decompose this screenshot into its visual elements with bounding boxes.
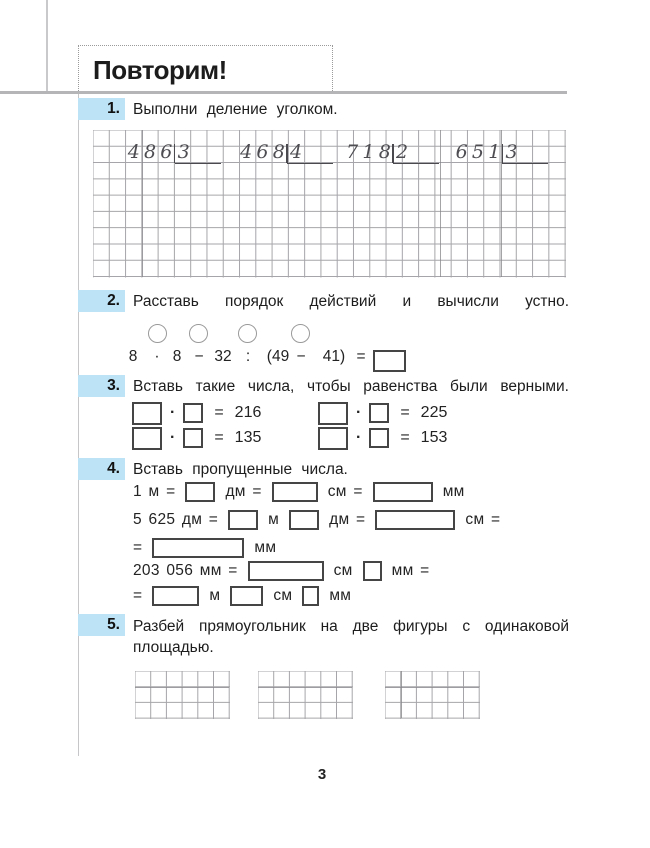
answer-box[interactable] [230, 586, 263, 606]
answer-box[interactable] [363, 561, 382, 581]
multiply-dot: · [356, 429, 362, 446]
order-circle[interactable] [148, 324, 167, 343]
product-value: 225 [420, 404, 448, 421]
division-dividend-digit: 8 [378, 141, 391, 163]
answer-box[interactable] [373, 350, 406, 372]
division-dividend-digit: 7 [346, 141, 359, 163]
unit-text: м [268, 511, 280, 528]
rect-heavy-line [135, 687, 229, 688]
expression-token: (49 [266, 348, 290, 365]
equals-sign: = [400, 404, 410, 421]
unit-line [133, 583, 351, 609]
quotient-line [502, 163, 548, 165]
order-circle[interactable] [189, 324, 208, 343]
answer-box[interactable] [185, 482, 215, 502]
division-dividend-digit: 1 [488, 141, 501, 163]
order-circle[interactable] [291, 324, 310, 343]
task-5-heading: Разбей прямоугольник на две фигуры с одинаковой площадью. [133, 618, 569, 656]
equals-sign: = [214, 429, 224, 446]
division-dividend-digit: 5 [471, 141, 484, 163]
split-rectangle[interactable] [385, 671, 480, 719]
division-dividend-digit: 4 [127, 141, 140, 163]
order-circle[interactable] [238, 324, 257, 343]
factor-box-small[interactable] [369, 428, 389, 448]
unit-text: 1 м = [133, 483, 176, 500]
equals-sign: = [400, 429, 410, 446]
answer-box[interactable] [228, 510, 258, 530]
expression-token: 8 [172, 348, 182, 365]
division-dividend-digit: 4 [240, 141, 253, 163]
task-2-number-chip: 2. [78, 290, 125, 312]
division-dividend-digit: 6 [160, 141, 173, 163]
unit-line [133, 507, 500, 533]
expression-token: 8 [128, 348, 138, 365]
factor-box-wide[interactable] [132, 427, 162, 450]
multiply-dot: · [170, 429, 176, 446]
answer-box[interactable] [375, 510, 455, 530]
task-3-heading: Вставь такие числа, чтобы равенства были верными. [133, 378, 569, 395]
expression-token: 32 [214, 348, 232, 365]
task-4-number-chip: 4. [78, 458, 125, 480]
division-dividend-digit: 8 [272, 141, 285, 163]
equals-sign: = [214, 404, 224, 421]
equation-row [132, 426, 261, 450]
unit-text: мм [442, 483, 465, 500]
answer-box[interactable] [248, 561, 324, 581]
quotient-line [287, 163, 333, 165]
unit-line [133, 558, 430, 584]
unit-text: = [133, 587, 143, 604]
unit-text: мм = [391, 562, 430, 579]
division-divisor: 3 [177, 141, 190, 163]
quotient-line [393, 163, 439, 165]
rect-heavy-line [385, 687, 479, 688]
unit-line [133, 479, 465, 505]
task-3-number-chip: 3. [78, 375, 125, 397]
product-value: 216 [234, 404, 262, 421]
grid-heavy-line [440, 130, 441, 277]
unit-text: дм = [329, 511, 366, 528]
unit-text: см = [465, 511, 501, 528]
split-rectangle[interactable] [258, 671, 353, 719]
expression-token: − [296, 348, 306, 365]
expression-token: : [245, 348, 251, 365]
unit-text: мм [254, 539, 277, 556]
division-dividend-digit: 8 [143, 141, 157, 163]
task-4-heading: Вставь пропущенные числа. [133, 461, 348, 478]
division-dividend-digit: 6 [256, 141, 269, 163]
unit-text: дм = [225, 483, 262, 500]
unit-text: 203 056 мм = [133, 562, 238, 579]
equation-row [318, 426, 447, 450]
division-divisor: 2 [395, 141, 409, 163]
page-number: 3 [317, 766, 327, 783]
answer-box[interactable] [152, 586, 199, 606]
unit-text: мм [329, 587, 352, 604]
quotient-line [175, 163, 221, 165]
page-title: Повторим! [93, 55, 227, 85]
unit-text: см [273, 587, 293, 604]
unit-text: = [133, 539, 143, 556]
expression-token: − [194, 348, 204, 365]
division-divisor: 4 [289, 141, 303, 163]
factor-box-wide[interactable] [318, 402, 348, 425]
multiply-dot: · [356, 404, 362, 421]
factor-box-small[interactable] [183, 403, 203, 423]
unit-text: см [333, 562, 353, 579]
answer-box[interactable] [152, 538, 244, 558]
expression-token: · [154, 348, 160, 365]
factor-box-wide[interactable] [132, 402, 162, 425]
product-value: 153 [420, 429, 448, 446]
split-rectangle[interactable] [135, 671, 230, 719]
answer-box[interactable] [272, 482, 318, 502]
task-1-number-chip: 1. [78, 98, 125, 120]
division-dividend-digit: 1 [362, 141, 375, 163]
unit-text: см = [327, 483, 363, 500]
product-value: 135 [234, 429, 262, 446]
equation-row [132, 401, 261, 425]
equation-row [318, 401, 447, 425]
unit-text: м [209, 587, 221, 604]
expression-token: 41) [322, 348, 346, 365]
answer-box[interactable] [289, 510, 319, 530]
factor-box-wide[interactable] [318, 427, 348, 450]
task-2-heading: Расставь порядок действий и вычисли устно. [133, 293, 569, 310]
task-1-heading: Выполни деление уголком. [133, 101, 338, 118]
rect-heavy-line [401, 671, 402, 718]
task-5-number-chip: 5. [78, 614, 125, 636]
unit-text: 5 625 дм = [133, 511, 219, 528]
division-divisor: 3 [505, 141, 518, 163]
answer-box[interactable] [373, 482, 433, 502]
factor-box-small[interactable] [369, 403, 389, 423]
expression-token: = [356, 348, 366, 365]
rect-heavy-line [258, 687, 352, 688]
answer-box[interactable] [302, 586, 319, 606]
division-dividend-digit: 6 [455, 141, 468, 163]
factor-box-small[interactable] [183, 428, 203, 448]
multiply-dot: · [170, 404, 176, 421]
